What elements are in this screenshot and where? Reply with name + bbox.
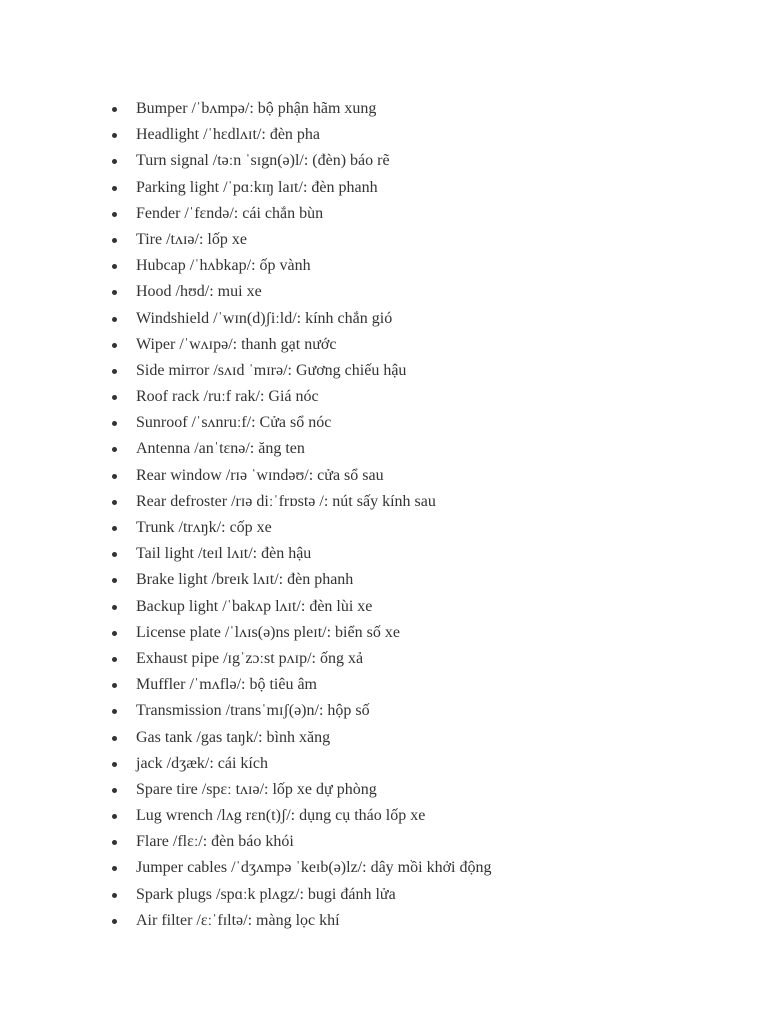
bullet-icon: [112, 395, 117, 400]
bullet-icon: [112, 500, 117, 505]
item-text: Jumper cables /ˈdʒʌmpə ˈkeɪb(ə)lz/: dây mồi khởi động: [136, 859, 492, 877]
bullet-icon: [112, 264, 117, 269]
bullet-icon: [112, 447, 117, 452]
item-text: Roof rack /ruːf rak/: Giá nóc: [136, 388, 319, 406]
bullet-icon: [112, 788, 117, 793]
list-item: [112, 279, 491, 305]
vocabulary-list: [112, 96, 491, 934]
list-item: [112, 96, 491, 122]
list-item: [112, 436, 491, 462]
item-text: Flare /flɛː/: đèn báo khói: [136, 833, 294, 851]
bullet-icon: [112, 578, 117, 583]
list-item: [112, 515, 491, 541]
list-item: [112, 306, 491, 332]
bullet-icon: [112, 657, 117, 662]
item-text: Trunk /trʌŋk/: cốp xe: [136, 519, 272, 536]
item-text: Bumper /ˈbʌmpə/: bộ phận hãm xung: [136, 100, 377, 117]
item-text: Fender /ˈfɛndə/: cái chắn bùn: [136, 204, 324, 222]
bullet-icon: [112, 159, 117, 164]
list-item: [112, 122, 491, 148]
list-item: [112, 463, 491, 489]
list-item: [112, 698, 491, 724]
item-text: Spare tire /spɛː tʌɪə/: lốp xe dự phòng: [136, 780, 377, 798]
list-item: [112, 803, 491, 829]
bullet-icon: [112, 317, 117, 322]
bullet-icon: [112, 736, 117, 741]
list-item: [112, 829, 491, 855]
item-text: Tail light /teɪl lʌɪt/: đèn hậu: [136, 545, 312, 563]
item-text: Headlight /ˈhɛdlʌɪt/: đèn pha: [136, 126, 321, 144]
bullet-icon: [112, 683, 117, 688]
bullet-icon: [112, 840, 117, 845]
list-item: [112, 489, 491, 515]
list-item: [112, 384, 491, 410]
bullet-icon: [112, 552, 117, 557]
bullet-icon: [112, 893, 117, 898]
item-text: Antenna /anˈtɛnə/: ăng ten: [136, 440, 305, 458]
item-text: Rear defroster /rɪə diːˈfrɒstə /: nút sấy kính sau: [136, 492, 436, 510]
list-item: [112, 358, 491, 384]
bullet-icon: [112, 605, 117, 610]
bullet-icon: [112, 919, 117, 924]
item-text: Parking light /ˈpɑːkɪŋ laɪt/: đèn phanh: [136, 178, 378, 196]
list-item: [112, 594, 491, 620]
bullet-icon: [112, 421, 117, 426]
list-item: [112, 567, 491, 593]
list-item: [112, 725, 491, 751]
item-text: Gas tank /gas taŋk/: bình xăng: [136, 728, 331, 746]
list-item: [112, 672, 491, 698]
list-item: [112, 882, 491, 908]
item-text: Windshield /ˈwɪn(d)ʃiːld/: kính chắn gió: [136, 309, 393, 327]
bullet-icon: [112, 133, 117, 138]
bullet-icon: [112, 186, 117, 191]
item-text: Turn signal /təːn ˈsɪgn(ə)l/: (đèn) báo rẽ: [136, 152, 390, 170]
item-text: Hood /hʊd/: mui xe: [136, 283, 262, 301]
list-item: [112, 201, 491, 227]
list-item: [112, 855, 491, 881]
bullet-icon: [112, 762, 117, 767]
list-item: [112, 253, 491, 279]
bullet-icon: [112, 107, 117, 112]
bullet-icon: [112, 369, 117, 374]
item-text: Lug wrench /lʌg rɛn(t)ʃ/: dụng cụ tháo lốp xe: [136, 807, 426, 825]
bullet-icon: [112, 474, 117, 479]
bullet-icon: [112, 526, 117, 531]
item-text: Hubcap /ˈhʌbkap/: ốp vành: [136, 257, 311, 275]
list-item: [112, 410, 491, 436]
bullet-icon: [112, 814, 117, 819]
list-item: [112, 227, 491, 253]
item-text: jack /dʒæk/: cái kích: [136, 754, 268, 772]
bullet-icon: [112, 343, 117, 348]
list-item: [112, 541, 491, 567]
list-item: [112, 646, 491, 672]
item-text: Wiper /ˈwʌɪpə/: thanh gạt nước: [136, 335, 337, 353]
bullet-icon: [112, 709, 117, 714]
item-text: Rear window /rɪə ˈwɪndəʊ/: cửa sổ sau: [136, 466, 384, 484]
list-item: [112, 777, 491, 803]
list-item: [112, 620, 491, 646]
bullet-icon: [112, 212, 117, 217]
bullet-icon: [112, 238, 117, 243]
bullet-icon: [112, 290, 117, 295]
list-item: [112, 332, 491, 358]
item-text: Sunroof /ˈsʌnruːf/: Cửa sổ nóc: [136, 414, 332, 432]
bullet-icon: [112, 866, 117, 871]
item-text: Brake light /breɪk lʌɪt/: đèn phanh: [136, 571, 354, 589]
item-text: Exhaust pipe /ɪgˈzɔːst pʌɪp/: ống xả: [136, 649, 364, 667]
item-text: Transmission /transˈmɪʃ(ə)n/: hộp số: [136, 702, 370, 720]
item-text: License plate /ˈlʌɪs(ə)ns pleɪt/: biển số xe: [136, 623, 400, 641]
item-text: Backup light /ˈbakʌp lʌɪt/: đèn lùi xe: [136, 597, 373, 615]
list-item: [112, 908, 491, 934]
bullet-icon: [112, 631, 117, 636]
list-item: [112, 751, 491, 777]
item-text: Spark plugs /spɑːk plʌgz/: bugi đánh lửa: [136, 885, 396, 903]
item-text: Air filter /ɛːˈfɪltə/: màng lọc khí: [136, 911, 340, 929]
list-item: [112, 175, 491, 201]
item-text: Muffler /ˈmʌflə/: bộ tiêu âm: [136, 676, 317, 694]
list-item: [112, 148, 491, 174]
item-text: Side mirror /sʌɪd ˈmɪrə/: Gương chiếu hậu: [136, 361, 407, 379]
item-text: Tire /tʌɪə/: lốp xe: [136, 230, 247, 248]
